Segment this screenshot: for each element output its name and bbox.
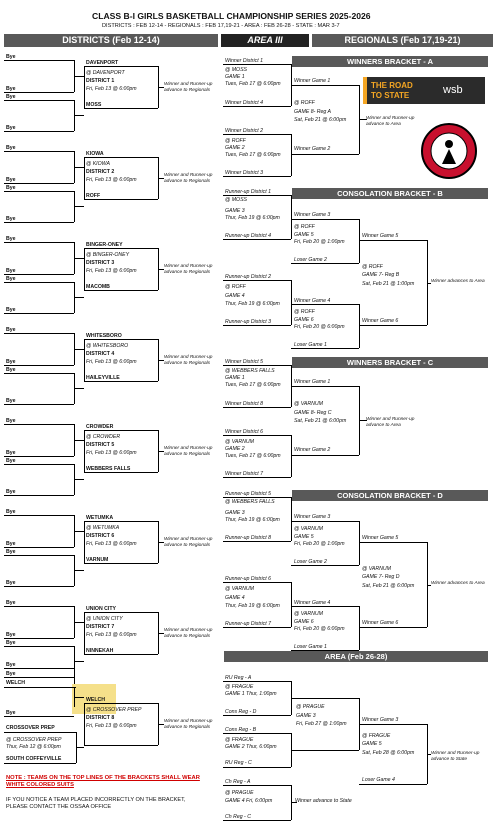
bye-d6-1: Bye: [6, 509, 16, 515]
area-adv: Winner and Runner-up advance to State: [431, 751, 480, 762]
reg_a-g2-time: Tues, Feb 17 @ 6:00pm: [225, 152, 281, 158]
winners-bracket-c-header: WINNERS BRACKET - C: [292, 357, 488, 368]
d7-bottom-team: NINNEKAH: [86, 648, 114, 654]
area-g2-name: GAME 2 Thur, 6:00pm: [225, 744, 277, 750]
d7-name: DISTRICT 7: [86, 624, 115, 630]
consolation-bracket-b-header: CONSOLATION BRACKET - B: [292, 188, 488, 199]
reg_a-g2-host: @ ROFF: [225, 138, 246, 144]
cons_b-g7-host: @ ROFF: [362, 264, 383, 270]
area-w3: Winner Game 3: [362, 717, 399, 723]
bye-d7-3: Bye: [6, 640, 16, 646]
bye-d1-1: Bye: [6, 54, 16, 60]
d6-name: DISTRICT 6: [86, 533, 115, 539]
promo-line1: THE ROAD: [371, 81, 413, 90]
d8-crossover: CROSSOVER PREP: [6, 725, 55, 731]
reg_c-g2-time: Tues, Feb 17 @ 6:00pm: [225, 453, 281, 459]
area-g1-top: RU Reg - A: [225, 675, 252, 681]
reg_a-g2-bottom: Winner District 3: [225, 170, 264, 176]
area-g3-time: Fri, Feb 27 @ 1:00pm: [296, 721, 347, 727]
d7-advance: Winner and Runner-up advance to Regionals: [164, 628, 213, 639]
d1-time: Fri, Feb 13 @ 6:00pm: [86, 86, 137, 92]
cons_d-g4-top: Runner-up District 6: [225, 576, 272, 582]
area-g5-time: Sat, Feb 28 @ 6:00pm: [362, 750, 415, 756]
d1-bottom-team: MOSS: [86, 102, 102, 108]
reg_a-g1-time: Tues, Feb 17 @ 6:00pm: [225, 81, 281, 87]
reg_c-g1-time: Tues, Feb 17 @ 6:00pm: [225, 382, 281, 388]
d1-top-team: DAVENPORT: [86, 60, 119, 66]
cons_d-w3: Winner Game 3: [294, 514, 331, 520]
cons_b-g4-host: @ ROFF: [225, 284, 246, 290]
area-g1-name: GAME 1 Thur, 1:00pm: [225, 691, 277, 697]
consolation-bracket-d-header: CONSOLATION BRACKET - D: [292, 490, 488, 501]
bye-d5-3: Bye: [6, 458, 16, 464]
reg_c-g2-name: GAME 2: [225, 446, 245, 452]
d8-top-team: WELCH: [86, 697, 113, 703]
bye-d3-1: Bye: [6, 236, 16, 242]
cons_b-g7-time: Sat, Feb 21 @ 1:00pm: [362, 281, 415, 287]
d3-top-team: BINGER-ONEY: [86, 242, 123, 248]
d5-name: DISTRICT 5: [86, 442, 115, 448]
cons_d-g6-name: GAME 6: [294, 619, 314, 625]
reg_c-final-name: GAME 8- Reg C: [294, 410, 332, 416]
cons_d-g5-name: GAME 5: [294, 534, 314, 540]
cons_d-l1: Loser Game 1: [294, 644, 327, 650]
cons_d-g4-name: GAME 4: [225, 595, 245, 601]
reg_a-g1-host: @ MOSS: [225, 67, 247, 73]
bye-d4-2: Bye: [6, 359, 16, 365]
d8-name: DISTRICT 8: [86, 715, 115, 721]
d1-advance: Winner and Runner-up advance to Regionals: [164, 82, 213, 93]
cons_d-g3-time: Thur, Feb 19 @ 6:00pm: [225, 517, 280, 523]
reg_a-w2: Winner Game 2: [294, 146, 331, 152]
winners-bracket-a-header: WINNERS BRACKET - A: [292, 56, 488, 67]
cons_d-g4-time: Thur, Feb 19 @ 6:00pm: [225, 603, 280, 609]
area-g4-adv: Winner advance to State: [295, 798, 352, 804]
d5-bottom-team: WEBBERS FALLS: [86, 466, 131, 472]
reg_c-g2-host: @ VARNUM: [225, 439, 254, 445]
area-g4-name: GAME 4 Fri, 6:00pm: [225, 798, 273, 804]
cons_d-g5-host: @ VARNUM: [294, 526, 323, 532]
cons_b-g3-name: GAME 3: [225, 208, 245, 214]
area-g1-host: @ FRAGUE: [225, 684, 254, 690]
cons_b-w6: Winner Game 6: [362, 318, 399, 324]
cons_b-w3: Winner Game 3: [294, 212, 331, 218]
d8-pre-host: @ CROSSOVER PREP: [6, 737, 62, 743]
d8-advance: Winner and Runner-up advance to Regionals: [164, 719, 213, 730]
bye-d2-2: Bye: [6, 177, 16, 183]
d2-name: DISTRICT 2: [86, 169, 115, 175]
d8-pre-time: Thur, Feb 12 @ 6:00pm: [6, 744, 61, 750]
bye-d5-2: Bye: [6, 450, 16, 456]
d3-host: @ BINGER-ONEY: [86, 252, 130, 258]
d3-time: Fri, Feb 13 @ 6:00pm: [86, 268, 137, 274]
bye-d4-4: Bye: [6, 398, 16, 404]
d2-bottom-team: ROFF: [86, 193, 101, 199]
area-ch-c: Ch Reg - C: [225, 814, 251, 820]
d2-time: Fri, Feb 13 @ 6:00pm: [86, 177, 137, 183]
cons_d-g4-bottom: Runner-up District 7: [225, 621, 272, 627]
d8-time: Fri, Feb 13 @ 6:00pm: [86, 723, 137, 729]
area-g4-host: @ PRAGUE: [225, 790, 254, 796]
area-ch-a: Ch Reg - A: [225, 779, 251, 785]
bye-d1-2: Bye: [6, 86, 16, 92]
notice-contact: IF YOU NOTICE A TEAM PLACED INCORRECTLY ON THE BRACKET, PLEASE CONTACT THE OSSAA OFFICE: [6, 797, 186, 810]
area-g1-bottom: Cons Reg - D: [225, 709, 257, 715]
bye-d3-4: Bye: [6, 307, 16, 313]
reg_c-g1-host: @ WEBBERS FALLS: [225, 368, 275, 374]
reg_c-final-host: @ VARNUM: [294, 401, 323, 407]
cons_b-g4-time: Thur, Feb 19 @ 6:00pm: [225, 301, 280, 307]
area-header: AREA III: [221, 34, 309, 47]
cons_b-g3-host: @ MOSS: [225, 197, 247, 203]
d6-advance: Winner and Runner-up advance to Regionals: [164, 537, 213, 548]
d5-advance: Winner and Runner-up advance to Regionals: [164, 446, 213, 457]
cons_b-w4: Winner Game 4: [294, 298, 331, 304]
d5-time: Fri, Feb 13 @ 6:00pm: [86, 450, 137, 456]
bye-d8-1: Bye: [6, 662, 16, 668]
d7-time: Fri, Feb 13 @ 6:00pm: [86, 632, 137, 638]
ossaa-seal: [420, 122, 478, 180]
bye-d4-3: Bye: [6, 367, 16, 373]
cons_d-g7-time: Sat, Feb 21 @ 6:00pm: [362, 583, 415, 589]
d2-top-team: KIOWA: [86, 151, 104, 157]
bye-d6-2: Bye: [6, 541, 16, 547]
reg_c-g2-top: Winner District 6: [225, 429, 264, 435]
area-g3-name: GAME 3: [296, 713, 316, 719]
bye-d5-1: Bye: [6, 418, 16, 424]
bye-d7-4: Bye: [6, 671, 16, 677]
reg_c-g1-name: GAME 1: [225, 375, 245, 381]
cons_b-g5-name: GAME 5: [294, 232, 314, 238]
d6-top-team: WETUMKA: [86, 515, 114, 521]
promo-accent-bar: [363, 77, 367, 104]
cons_b-g7-name: GAME 7- Reg B: [362, 272, 400, 278]
reg_c-w1: Winner Game 1: [294, 379, 331, 385]
cons_d-g5-time: Fri, Feb 20 @ 1:00pm: [294, 541, 345, 547]
reg_a-w1: Winner Game 1: [294, 78, 331, 84]
cons_b-g6-host: @ ROFF: [294, 309, 315, 315]
reg_a-final-name: GAME 8- Reg A: [294, 109, 331, 115]
reg_a-g1-name: GAME 1: [225, 74, 245, 80]
reg_c-final-time: Sat, Feb 21 @ 6:00pm: [294, 418, 347, 424]
cons_b-l1: Loser Game 1: [294, 342, 327, 348]
note-suits: NOTE : TEAMS ON THE TOP LINES OF THE BRACKETS SHALL WEAR WHITE COLORED SUITS: [6, 775, 200, 788]
cons_b-g5-host: @ ROFF: [294, 224, 315, 230]
d3-advance: Winner and Runner-up advance to Regionals: [164, 264, 213, 275]
bye-d1-4: Bye: [6, 125, 16, 131]
bye-d6-3: Bye: [6, 549, 16, 555]
d6-bottom-team: VARNUM: [86, 557, 109, 563]
cons_b-w5: Winner Game 5: [362, 233, 399, 239]
area-g3-host: @ PRAGUE: [296, 704, 325, 710]
reg_a-g1-top: Winner District 1: [225, 58, 264, 64]
bye-d3-2: Bye: [6, 268, 16, 274]
d5-host: @ CROWDER: [86, 434, 121, 440]
cons_d-g3-top: Runner-up District 5: [225, 491, 272, 497]
bye-d7-1: Bye: [6, 600, 16, 606]
page-subtitle: DISTRICTS : FEB 12-14 - REGIONALS : FEB 17,19-21 - AREA : FEB 26-28 - STATE : MAR 3-7: [102, 23, 340, 29]
page-title: CLASS B-I GIRLS BASKETBALL CHAMPIONSHIP SERIES 2025-2026: [92, 11, 371, 21]
d4-advance: Winner and Runner-up advance to Regionals: [164, 355, 213, 366]
d2-host: @ KIOWA: [86, 161, 110, 167]
cons_d-l2: Loser Game 2: [294, 559, 327, 565]
d3-bottom-team: MACOMB: [86, 284, 110, 290]
d4-bottom-team: HAILEYVILLE: [86, 375, 120, 381]
area-round-header: AREA (Feb 26-28): [224, 651, 488, 662]
d8-host: @ CROSSOVER PREP: [86, 707, 142, 713]
cons_b-g6-name: GAME 6: [294, 317, 314, 323]
bye-d6-4: Bye: [6, 580, 16, 586]
cons_d-g6-host: @ VARNUM: [294, 611, 323, 617]
promo-brand: wsb: [443, 84, 463, 96]
d5-top-team: CROWDER: [86, 424, 114, 430]
cons_b-g4-top: Runner-up District 2: [225, 274, 272, 280]
reg_c-w2: Winner Game 2: [294, 447, 331, 453]
promo-line2: TO STATE: [371, 91, 410, 100]
d3-name: DISTRICT 3: [86, 260, 115, 266]
cons_d-g7-host: @ VARNUM: [362, 566, 391, 572]
bye-d5-4: Bye: [6, 489, 16, 495]
cons_b-g5-time: Fri, Feb 20 @ 1:00pm: [294, 239, 345, 245]
cons_d-g4-host: @ VARNUM: [225, 586, 254, 592]
reg_a-g2-name: GAME 2: [225, 145, 245, 151]
bye-d2-4: Bye: [6, 216, 16, 222]
cons_b-g3-top: Runner-up District 1: [225, 189, 272, 195]
d7-top-team: UNION CITY: [86, 606, 116, 612]
area-g2-bottom: RU Reg - C: [225, 760, 252, 766]
d4-host: @ WHITESBORO: [86, 343, 129, 349]
d7-host: @ UNION CITY: [86, 616, 123, 622]
road-to-state-promo: [363, 77, 485, 104]
area-g5-host: @ FRAGUE: [362, 733, 391, 739]
reg_a-g1-bottom: Winner District 4: [225, 100, 264, 106]
cons_d-w4: Winner Game 4: [294, 600, 331, 606]
reg_c-g1-bottom: Winner District 8: [225, 401, 264, 407]
cons_b-g4-bottom: Runner-up District 3: [225, 319, 272, 325]
bye-d3-3: Bye: [6, 276, 16, 282]
bye-d2-1: Bye: [6, 145, 16, 151]
d4-name: DISTRICT 4: [86, 351, 115, 357]
cons_b-g6-time: Fri, Feb 20 @ 6:00pm: [294, 324, 345, 330]
area-l4: Loser Game 4: [362, 777, 395, 783]
cons_d-g6-time: Fri, Feb 20 @ 6:00pm: [294, 626, 345, 632]
regionals-header: REGIONALS (Feb 17,19-21): [312, 34, 493, 47]
cons_b-g3-time: Thur, Feb 19 @ 6:00pm: [225, 215, 280, 221]
cons_d-adv: Winner advances to Area: [431, 581, 485, 586]
bye-d4-1: Bye: [6, 327, 16, 333]
cons_d-w5: Winner Game 5: [362, 535, 399, 541]
reg_c-g2-bottom: Winner District 7: [225, 471, 264, 477]
reg_c-adv: Winner and Runner-up advance to Area: [366, 417, 415, 428]
cons_b-g3-bottom: Runner-up District 4: [225, 233, 272, 239]
reg_a-adv: Winner and Runner-up advance to Area: [366, 116, 415, 127]
reg_c-g1-top: Winner District 5: [225, 359, 264, 365]
d4-time: Fri, Feb 13 @ 6:00pm: [86, 359, 137, 365]
d8-welch: WELCH: [6, 680, 26, 686]
d8-south: SOUTH COFFEYVILLE: [6, 756, 62, 762]
cons_d-g7-name: GAME 7- Reg D: [362, 574, 400, 580]
districts-header: DISTRICTS (Feb 12-14): [4, 34, 218, 47]
cons_d-g3-bottom: Runner-up District 8: [225, 535, 272, 541]
reg_a-g2-top: Winner District 2: [225, 128, 264, 134]
cons_d-g3-name: GAME 3: [225, 510, 245, 516]
reg_a-final-host: @ ROFF: [294, 100, 315, 106]
cons_b-adv: Winner advances to Area: [431, 279, 485, 284]
cons_b-l2: Loser Game 2: [294, 257, 327, 263]
cons_d-w6: Winner Game 6: [362, 620, 399, 626]
d1-name: DISTRICT 1: [86, 78, 115, 84]
area-g5-name: GAME 5: [362, 741, 382, 747]
d1-host: @ DAVENPORT: [86, 70, 125, 76]
bye-d7-2: Bye: [6, 632, 16, 638]
cons_b-g4-name: GAME 4: [225, 293, 245, 299]
d2-advance: Winner and Runner-up advance to Regionals: [164, 173, 213, 184]
cons_d-g3-host: @ WEBBERS FALLS: [225, 499, 275, 505]
bye-d1-3: Bye: [6, 94, 16, 100]
area-g2-top: Cons Reg - B: [225, 727, 257, 733]
d6-time: Fri, Feb 13 @ 6:00pm: [86, 541, 137, 547]
reg_a-final-time: Sat, Feb 21 @ 6:00pm: [294, 117, 347, 123]
bye-d2-3: Bye: [6, 185, 16, 191]
area-g2-host: @ FRAGUE: [225, 737, 254, 743]
d4-top-team: WHITESBORO: [86, 333, 122, 339]
bye-d8-2: Bye: [6, 710, 16, 716]
d6-host: @ WETUMKA: [86, 525, 120, 531]
